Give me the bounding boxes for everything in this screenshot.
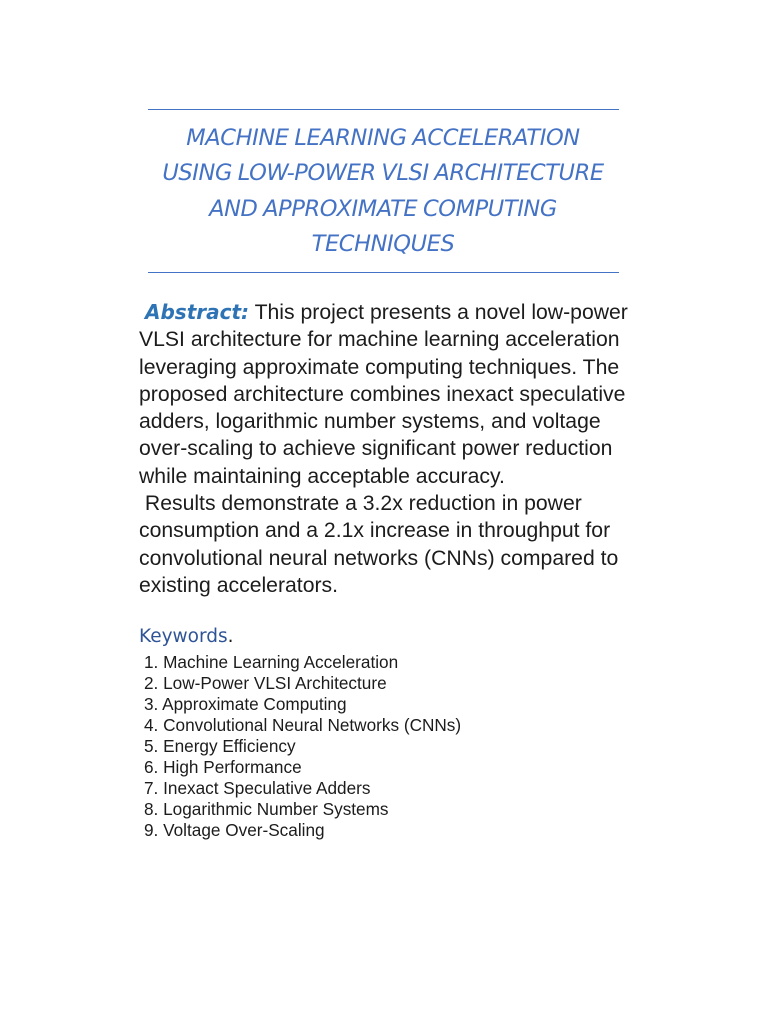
abstract-text-line: Results demonstrate a 3.2x reduction in power (139, 492, 582, 516)
paper-title (140, 121, 626, 262)
abstract-first-line (139, 299, 684, 326)
keywords-heading-punct: . (227, 626, 234, 647)
title-line: MACHINE LEARNING ACCELERATION (186, 125, 580, 151)
abstract-text-line: VLSI architecture for machine learning acceleration (139, 328, 620, 352)
keywords-list (144, 652, 461, 841)
keyword-item: 7. Inexact Speculative Adders (144, 778, 371, 799)
abstract-text-line: adders, logarithmic number systems, and voltage (139, 410, 601, 434)
keyword-item: 8. Logarithmic Number Systems (144, 799, 389, 820)
title-bottom-rule (148, 272, 619, 273)
abstract-text-line: consumption and a 2.1x increase in throughput for (139, 519, 611, 543)
abstract-text-line: while maintaining acceptable accuracy. (139, 464, 505, 488)
abstract-text-line: over-scaling to achieve significant power reduction (139, 437, 613, 461)
keyword-item: 3. Approximate Computing (144, 694, 347, 715)
keywords-heading-text: Keywords (139, 626, 228, 647)
abstract-text-line: convolutional neural networks (CNNs) compared to (139, 546, 619, 570)
abstract-text-line: existing accelerators. (139, 573, 339, 597)
abstract-text-line: leveraging approximate computing techniques. The (139, 355, 620, 379)
title-line: USING LOW-POWER VLSI ARCHITECTURE (162, 160, 604, 187)
abstract-text-line: proposed architecture combines inexact speculative (139, 382, 626, 406)
abstract-text-line: This project presents a novel low-power (254, 301, 628, 324)
keyword-item: 2. Low-Power VLSI Architecture (144, 673, 387, 694)
keyword-item: 5. Energy Efficiency (144, 736, 296, 757)
title-top-rule (148, 109, 619, 110)
keyword-item: 6. High Performance (144, 757, 302, 778)
title-line: AND APPROXIMATE COMPUTING (209, 195, 557, 222)
abstract-label: Abstract: (145, 300, 250, 324)
keyword-item: 9. Voltage Over-Scaling (144, 820, 325, 841)
keywords-heading (139, 624, 234, 650)
keyword-item: 4. Convolutional Neural Networks (CNNs) (144, 715, 462, 736)
keyword-item: 1. Machine Learning Acceleration (144, 652, 399, 672)
abstract-section (139, 299, 684, 599)
title-line: TECHNIQUES (311, 230, 455, 257)
